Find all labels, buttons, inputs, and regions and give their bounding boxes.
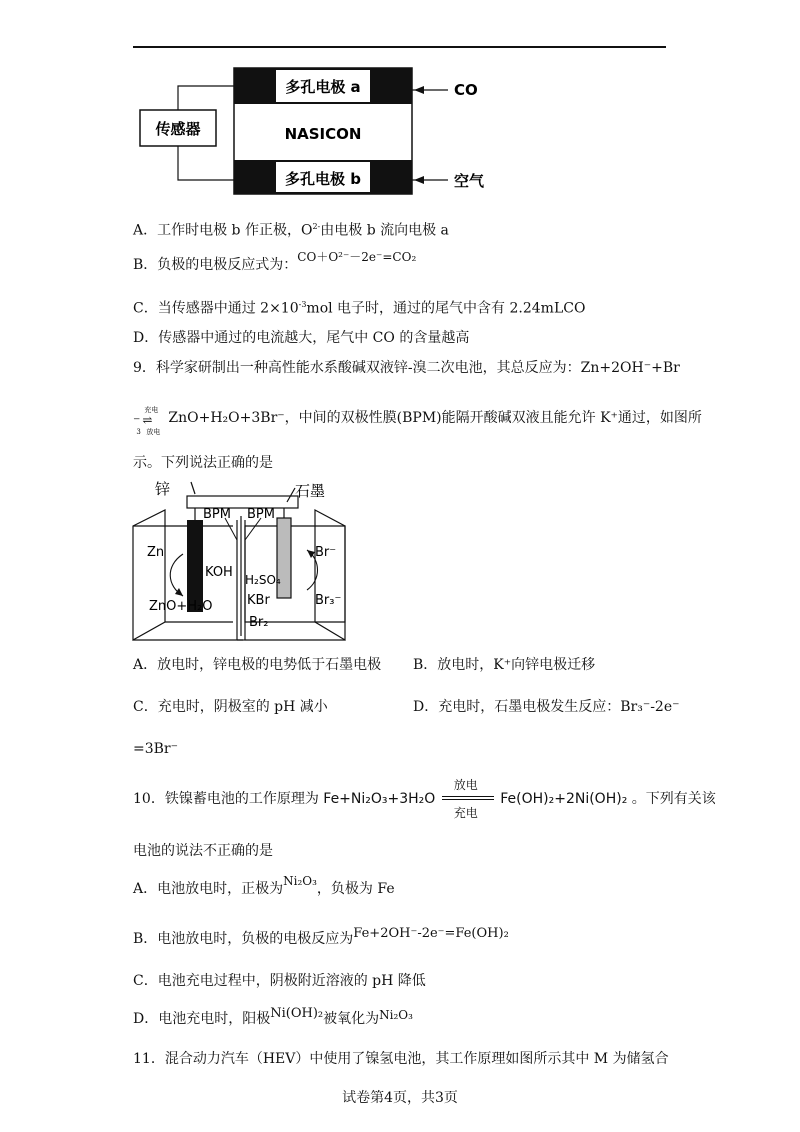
q9-option-d-cont: =3Br⁻ (133, 741, 179, 757)
q10-option-c: C．电池充电过程中，阴极附近溶液的 pH 降低 (133, 973, 426, 989)
kbr-label: KBr (247, 593, 270, 608)
graphite-label: 石墨 (295, 482, 326, 500)
q9-stem-2: ⁻ 充电 ⇌ 放电 3 ZnO+H₂O+3Br⁻，中间的双极性膜(BPM)能隔开酸碱双液且能允许 K⁺通过，如图所 (133, 406, 702, 436)
q10-option-d: D．电池充电时，阳极Ni(OH)₂被氧化为Ni₂O₃ (133, 1006, 413, 1027)
zn-label: Zn (147, 545, 165, 560)
q11-stem: 11．混合动力汽车（HEV）中使用了镍氢电池，其工作原理如图所示其中 M 为储氢合 (133, 1051, 669, 1067)
q8-option-a: A．工作时电极 b 作正极，$O^{2-}$由电极 b 流向电极 a (133, 222, 449, 239)
q8-option-c: C．当传感器中通过 $2\times 10^{-3}mol$ 电子时，通过的尾气中含有 2.24mLCO (133, 300, 586, 317)
q10-stem-2: 电池的说法不正确的是 (133, 843, 273, 859)
sensor-figure (130, 62, 500, 202)
zinc-label: 锌 (155, 480, 171, 498)
br2-label: Br₂ (249, 615, 269, 630)
q9-option-d: D．充电时，石墨电极发生反应：Br₃⁻-2e⁻ (413, 699, 680, 715)
br3-label: Br₃⁻ (315, 593, 342, 608)
q10-stem-1: 10．铁镍蓄电池的工作原理为 Fe+Ni₂O₃+3H₂O 放电 充电 Fe(OH)₂+2Ni(OH)₂ 。下列有关该 (133, 778, 716, 820)
q10-option-a: A．电池放电时，正极为Ni₂O₃，负极为 Fe (133, 874, 395, 897)
h2so4-label: H₂SO₄ (245, 573, 281, 587)
battery-figure (125, 480, 385, 645)
koh-label: KOH (205, 565, 233, 580)
q9-option-a: A．放电时，锌电极的电势低于石墨电极 (133, 657, 382, 673)
q10-option-b: B．电池放电时，负极的电极反应为Fe+2OH⁻-2e⁻=Fe(OH)₂ (133, 926, 509, 947)
air-label: 空气 (454, 172, 485, 190)
q9-option-c: C．充电时，阴极室的 pH 减小 (133, 699, 328, 715)
header-rule (133, 46, 666, 48)
electrode-a-label: 多孔电极 a (285, 78, 361, 96)
q9-stem-1: 9．科学家研制出一种高性能水系酸碱双液锌-溴二次电池，其总反应为：Zn+2OH⁻+Br (133, 360, 680, 376)
q9-stem-3: 示。下列说法正确的是 (133, 455, 273, 471)
page-footer: 试卷第4页，共3页 (342, 1090, 458, 1106)
br-minus-label: Br⁻ (315, 545, 337, 560)
q8-option-b: B．负极的电极反应式为：CO＋O²⁻－2e⁻=CO₂ (133, 250, 417, 273)
zno-label: ZnO+H₂O (149, 599, 213, 614)
q9-option-b: B．放电时，K⁺向锌电极迁移 (413, 657, 596, 673)
electrode-b-label: 多孔电极 b (285, 170, 361, 188)
nasicon-label: NASICON (284, 125, 362, 143)
sensor-label: 传感器 (155, 120, 201, 138)
q8-option-d: D．传感器中通过的电流越大，尾气中 CO 的含量越高 (133, 330, 470, 346)
bpm-right-label: BPM (247, 507, 275, 522)
co-label: CO (454, 81, 478, 99)
bpm-left-label: BPM (203, 507, 231, 522)
